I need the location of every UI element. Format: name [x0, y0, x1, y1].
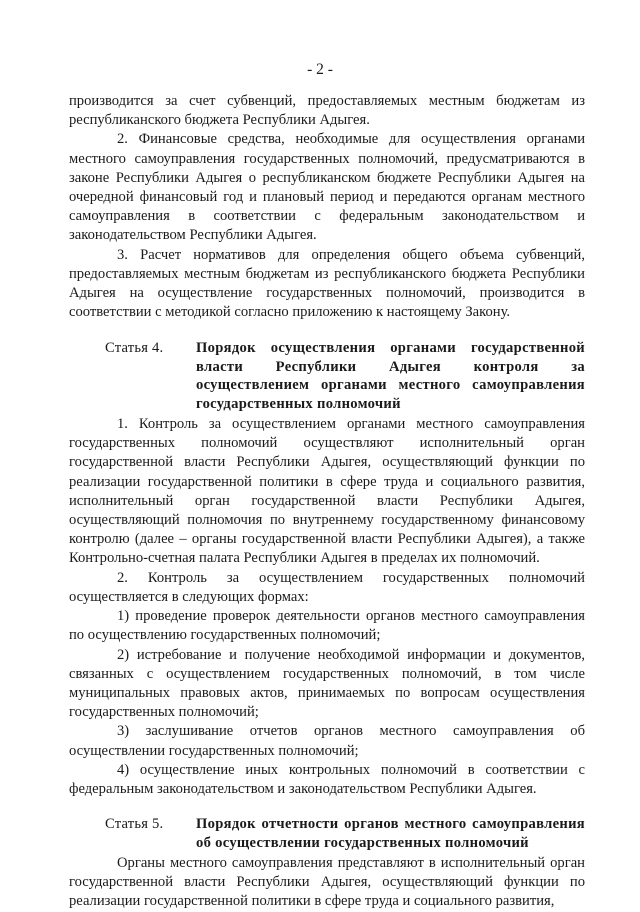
article-title: Порядок осуществления органами государственной власти Республики Адыгея контроля за осуществлением органами местного самоуправления государственных полномочий: [196, 340, 585, 412]
article-title: Порядок отчетности органов местного самоуправления об осуществлении государственных полномочий: [196, 816, 585, 851]
article-4-list-item: 2) истребование и получение необходимой информации и документов, связанных с осуществлением государственных полномочий, в том числе муниципальных правовых актов, принимаемых по вопросам осуществления государственных полномочий;: [69, 646, 585, 721]
article-4-list-item: 1) проведение проверок деятельности органов местного самоуправления по осуществлению государственных полномочий;: [69, 608, 585, 644]
document-body: [69, 92, 585, 912]
article-4-list-item: 4) осуществление иных контрольных полномочий в соответствии с федеральным законодательством и законодательством Республики Адыгея.: [69, 761, 585, 797]
article-number: Статья 4.: [105, 340, 164, 357]
article-4-paragraph: 1. Контроль за осуществлением органами местного самоуправления государственных полномочий осуществляют исполнительный орган государственной власти Республики Адыгея, осуществляющий функции по реализации государственной политики в сфере труда и социального развития, исполнительный орган государственной власти Республики Адыгея, осуществляющий полномочия по внутреннему государственному финансовому контролю (далее – органы государственной власти Республики Адыгея), а также Контрольно-счетная палата Республики Адыгея в пределах их полномочий.: [69, 416, 585, 567]
article-5-paragraph: Органы местного самоуправления представляют в исполнительный орган государственной власти Республики Адыгея, осуществляющий функции по реализации государственной политики в сфере труда и социального развития,: [69, 854, 585, 910]
article-number: Статья 5.: [105, 816, 164, 833]
article-4-heading: [69, 339, 585, 413]
article-5-heading: [69, 815, 585, 852]
paragraph-financial-means: 2. Финансовые средства, необходимые для осуществления органами местного самоуправления государственных полномочий, предусматриваются в законе Республики Адыгея о республиканском бюджете Республики Адыгея на очередной финансовый год и плановый период и передаются органам местного самоуправления в соответствии с федеральным законодательством и законодательством Республики Адыгея.: [69, 131, 585, 244]
page-number: - 2 -: [307, 61, 333, 78]
article-4-list-item: 3) заслушивание отчетов органов местного самоуправления об осуществлении государственных полномочий;: [69, 723, 585, 759]
paragraph-subvention-calculation: 3. Расчет нормативов для определения общего объема субвенций, предоставляемых местным бюджетам из республиканского бюджета Республики Адыгея на осуществление государственных полномочий, производится в соответствии с методикой согласно приложению к настоящему Закону.: [69, 246, 585, 321]
article-4-paragraph: 2. Контроль за осуществлением государственных полномочий осуществляется в следующих формах:: [69, 569, 585, 605]
paragraph-continuation: производится за счет субвенций, предоставляемых местным бюджетам из республиканского бюджета Республики Адыгея.: [69, 93, 585, 129]
